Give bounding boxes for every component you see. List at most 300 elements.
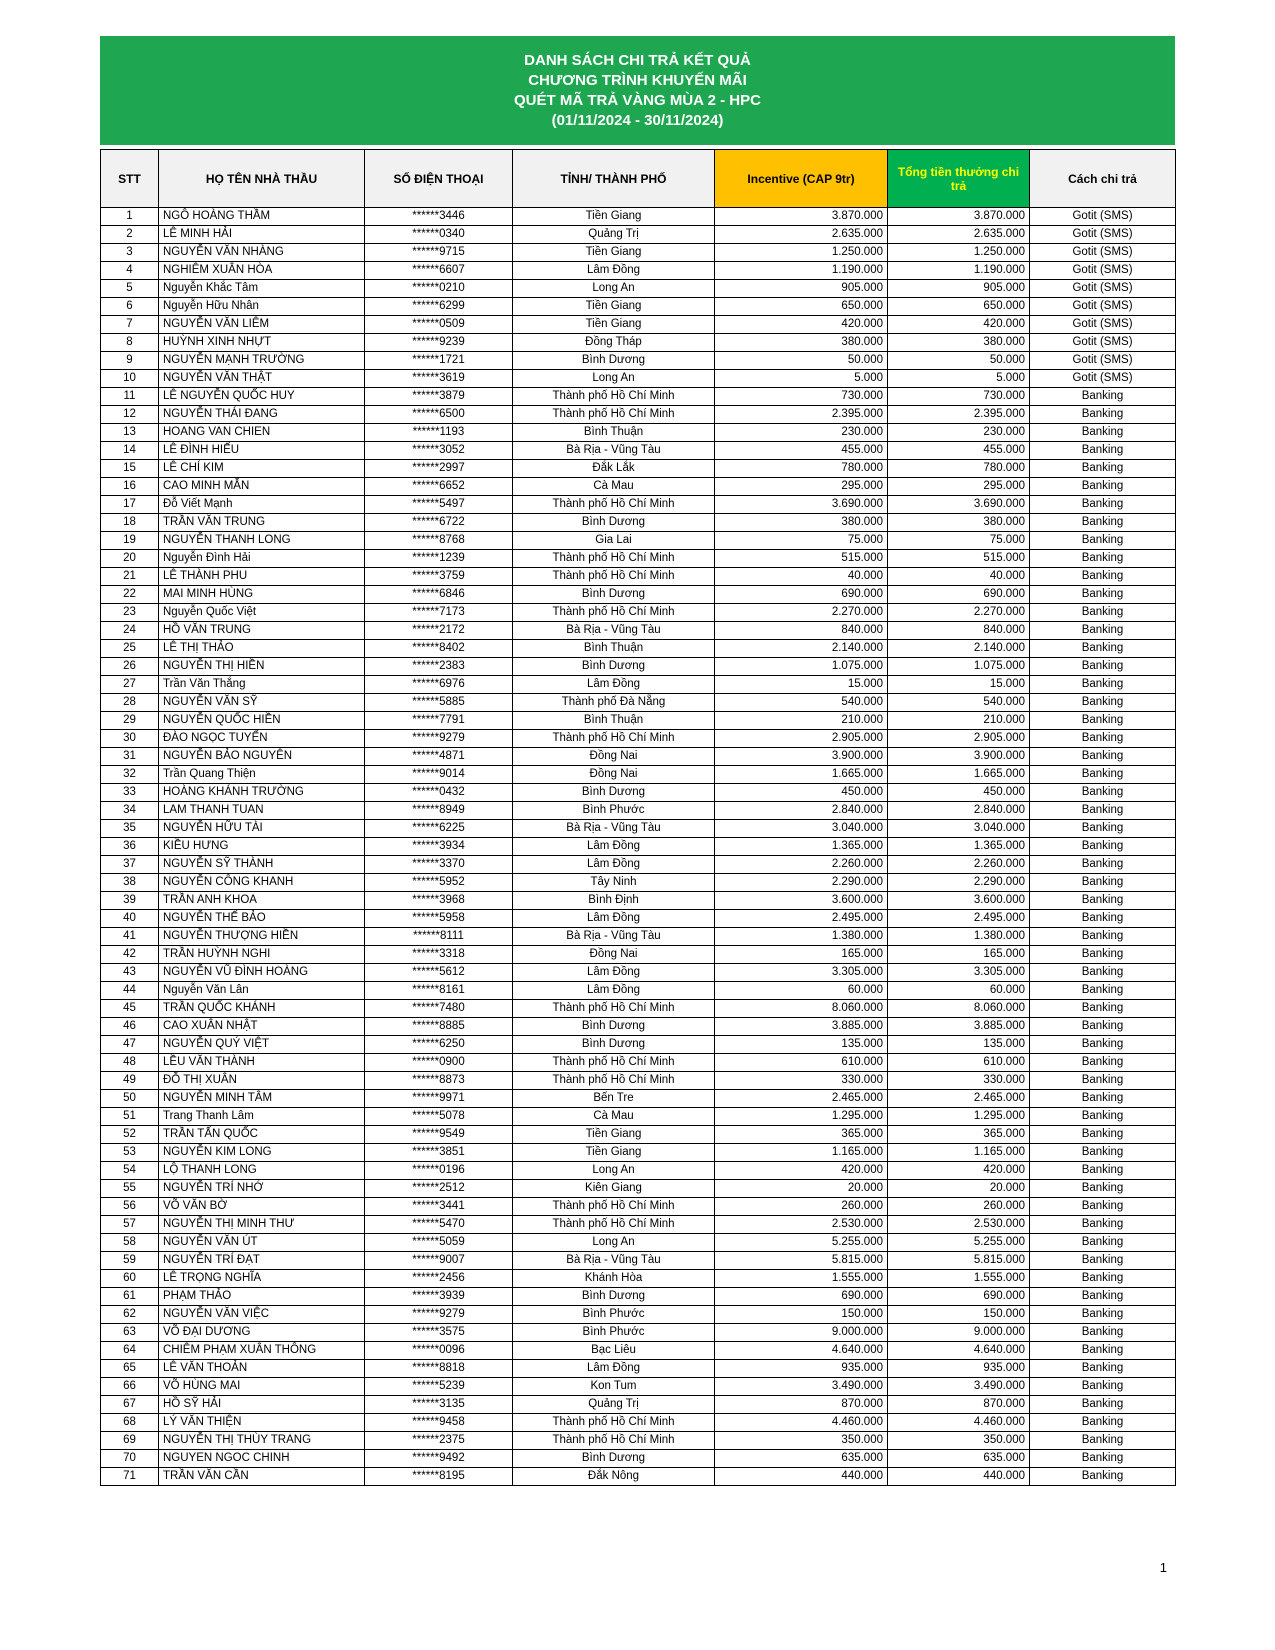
column-header-name: HỌ TÊN NHÀ THẦU — [159, 150, 365, 208]
cell-payment: Banking — [1030, 766, 1176, 784]
cell-total: 4.640.000 — [888, 1342, 1030, 1360]
cell-total: 40.000 — [888, 568, 1030, 586]
cell-phone: ******3968 — [365, 892, 513, 910]
cell-total: 2.270.000 — [888, 604, 1030, 622]
cell-payment: Banking — [1030, 424, 1176, 442]
cell-payment: Gotit (SMS) — [1030, 262, 1176, 280]
cell-name: TRẦN TẤN QUỐC — [159, 1126, 365, 1144]
table-row — [101, 1306, 1176, 1324]
cell-total: 690.000 — [888, 586, 1030, 604]
table-row — [101, 208, 1176, 226]
cell-stt: 70 — [101, 1450, 159, 1468]
cell-province: Bình Dương — [513, 586, 715, 604]
cell-stt: 18 — [101, 514, 159, 532]
table-row — [101, 1108, 1176, 1126]
cell-phone: ******1721 — [365, 352, 513, 370]
cell-payment: Banking — [1030, 1252, 1176, 1270]
cell-phone: ******0210 — [365, 280, 513, 298]
cell-incentive: 135.000 — [715, 1036, 888, 1054]
cell-name: NGUYỄN THỊ HIỀN — [159, 658, 365, 676]
cell-phone: ******2997 — [365, 460, 513, 478]
cell-total: 730.000 — [888, 388, 1030, 406]
cell-total: 420.000 — [888, 316, 1030, 334]
cell-phone: ******9007 — [365, 1252, 513, 1270]
cell-name: HUỲNH XINH NHỰT — [159, 334, 365, 352]
cell-name: LÊ CHÍ KIM — [159, 460, 365, 478]
cell-total: 635.000 — [888, 1450, 1030, 1468]
cell-total: 4.460.000 — [888, 1414, 1030, 1432]
cell-total: 3.885.000 — [888, 1018, 1030, 1036]
cell-incentive: 50.000 — [715, 352, 888, 370]
table-row — [101, 1054, 1176, 1072]
cell-province: Lâm Đồng — [513, 262, 715, 280]
cell-stt: 69 — [101, 1432, 159, 1450]
cell-stt: 66 — [101, 1378, 159, 1396]
cell-name: NGUYỄN SỸ THÀNH — [159, 856, 365, 874]
cell-payment: Banking — [1030, 928, 1176, 946]
cell-payment: Banking — [1030, 1288, 1176, 1306]
cell-total: 870.000 — [888, 1396, 1030, 1414]
cell-phone: ******7173 — [365, 604, 513, 622]
table-row — [101, 640, 1176, 658]
cell-phone: ******6607 — [365, 262, 513, 280]
cell-name: LAM THANH TUAN — [159, 802, 365, 820]
cell-province: Cà Mau — [513, 1108, 715, 1126]
cell-incentive: 1.555.000 — [715, 1270, 888, 1288]
cell-payment: Banking — [1030, 1432, 1176, 1450]
cell-stt: 27 — [101, 676, 159, 694]
cell-incentive: 165.000 — [715, 946, 888, 964]
cell-name: KIỀU HƯNG — [159, 838, 365, 856]
cell-incentive: 2.530.000 — [715, 1216, 888, 1234]
cell-stt: 59 — [101, 1252, 159, 1270]
cell-incentive: 3.040.000 — [715, 820, 888, 838]
cell-province: Lâm Đồng — [513, 964, 715, 982]
cell-incentive: 610.000 — [715, 1054, 888, 1072]
cell-payment: Banking — [1030, 892, 1176, 910]
cell-payment: Banking — [1030, 1216, 1176, 1234]
cell-name: NGUYỄN THẾ BẢO — [159, 910, 365, 928]
cell-phone: ******6500 — [365, 406, 513, 424]
cell-name: VÕ HÙNG MAI — [159, 1378, 365, 1396]
table-row — [101, 496, 1176, 514]
banner-line-3: QUÉT MÃ TRẢ VÀNG MÙA 2 - HPC — [514, 92, 761, 109]
cell-total: 2.465.000 — [888, 1090, 1030, 1108]
cell-payment: Gotit (SMS) — [1030, 208, 1176, 226]
cell-phone: ******3446 — [365, 208, 513, 226]
cell-payment: Banking — [1030, 946, 1176, 964]
cell-total: 350.000 — [888, 1432, 1030, 1450]
table-row — [101, 352, 1176, 370]
cell-payment: Gotit (SMS) — [1030, 298, 1176, 316]
cell-province: Thành phố Hồ Chí Minh — [513, 568, 715, 586]
cell-total: 2.140.000 — [888, 640, 1030, 658]
cell-phone: ******6846 — [365, 586, 513, 604]
table-row — [101, 586, 1176, 604]
cell-phone: ******2172 — [365, 622, 513, 640]
cell-total: 365.000 — [888, 1126, 1030, 1144]
cell-stt: 28 — [101, 694, 159, 712]
cell-payment: Banking — [1030, 604, 1176, 622]
cell-incentive: 420.000 — [715, 316, 888, 334]
cell-phone: ******5497 — [365, 496, 513, 514]
cell-payment: Banking — [1030, 550, 1176, 568]
cell-province: Gia Lai — [513, 532, 715, 550]
cell-incentive: 650.000 — [715, 298, 888, 316]
cell-total: 20.000 — [888, 1180, 1030, 1198]
cell-phone: ******1239 — [365, 550, 513, 568]
cell-incentive: 5.815.000 — [715, 1252, 888, 1270]
cell-name: HOANG VAN CHIEN — [159, 424, 365, 442]
cell-stt: 51 — [101, 1108, 159, 1126]
cell-name: NGUYỄN QUỐC HIỀN — [159, 712, 365, 730]
cell-province: Thành phố Hồ Chí Minh — [513, 730, 715, 748]
cell-payment: Banking — [1030, 658, 1176, 676]
column-header-phone: SỐ ĐIỆN THOẠI — [365, 150, 513, 208]
cell-incentive: 15.000 — [715, 676, 888, 694]
cell-stt: 25 — [101, 640, 159, 658]
cell-stt: 43 — [101, 964, 159, 982]
cell-total: 5.000 — [888, 370, 1030, 388]
cell-name: NGÔ HOÀNG THẦM — [159, 208, 365, 226]
cell-payment: Banking — [1030, 820, 1176, 838]
cell-total: 210.000 — [888, 712, 1030, 730]
table-row — [101, 1324, 1176, 1342]
cell-province: Bình Dương — [513, 1036, 715, 1054]
cell-stt: 71 — [101, 1468, 159, 1486]
cell-province: Lâm Đồng — [513, 676, 715, 694]
cell-stt: 16 — [101, 478, 159, 496]
cell-payment: Banking — [1030, 478, 1176, 496]
cell-name: Nguyễn Đình Hải — [159, 550, 365, 568]
table-row — [101, 226, 1176, 244]
cell-name: NGUYỄN MẠNH TRƯỜNG — [159, 352, 365, 370]
cell-name: VÕ ĐẠI DƯƠNG — [159, 1324, 365, 1342]
cell-payment: Banking — [1030, 748, 1176, 766]
cell-payment: Banking — [1030, 1378, 1176, 1396]
cell-stt: 30 — [101, 730, 159, 748]
cell-stt: 3 — [101, 244, 159, 262]
cell-phone: ******6652 — [365, 478, 513, 496]
cell-name: ĐÀO NGỌC TUYỂN — [159, 730, 365, 748]
cell-stt: 31 — [101, 748, 159, 766]
cell-payment: Banking — [1030, 1306, 1176, 1324]
cell-province: Thành phố Hồ Chí Minh — [513, 406, 715, 424]
cell-stt: 36 — [101, 838, 159, 856]
cell-name: NGUYỄN THỊ THÙY TRANG — [159, 1432, 365, 1450]
cell-total: 455.000 — [888, 442, 1030, 460]
cell-payment: Gotit (SMS) — [1030, 280, 1176, 298]
cell-total: 75.000 — [888, 532, 1030, 550]
cell-phone: ******8768 — [365, 532, 513, 550]
cell-payment: Banking — [1030, 802, 1176, 820]
cell-payment: Banking — [1030, 1054, 1176, 1072]
cell-total: 295.000 — [888, 478, 1030, 496]
cell-total: 1.075.000 — [888, 658, 1030, 676]
cell-phone: ******8949 — [365, 802, 513, 820]
cell-incentive: 635.000 — [715, 1450, 888, 1468]
cell-payment: Banking — [1030, 1342, 1176, 1360]
cell-total: 330.000 — [888, 1072, 1030, 1090]
cell-stt: 61 — [101, 1288, 159, 1306]
cell-phone: ******1193 — [365, 424, 513, 442]
cell-phone: ******5059 — [365, 1234, 513, 1252]
cell-name: NGUYỄN THANH LONG — [159, 532, 365, 550]
cell-name: NGUYỄN KIM LONG — [159, 1144, 365, 1162]
cell-province: Long An — [513, 1162, 715, 1180]
cell-province: Kon Tum — [513, 1378, 715, 1396]
cell-total: 3.870.000 — [888, 208, 1030, 226]
cell-stt: 17 — [101, 496, 159, 514]
cell-incentive: 540.000 — [715, 694, 888, 712]
cell-incentive: 230.000 — [715, 424, 888, 442]
cell-incentive: 2.465.000 — [715, 1090, 888, 1108]
cell-payment: Gotit (SMS) — [1030, 316, 1176, 334]
table-row — [101, 568, 1176, 586]
cell-province: Đắk Lắk — [513, 460, 715, 478]
cell-stt: 2 — [101, 226, 159, 244]
table-row — [101, 1126, 1176, 1144]
table-row — [101, 1216, 1176, 1234]
cell-phone: ******3441 — [365, 1198, 513, 1216]
cell-stt: 29 — [101, 712, 159, 730]
cell-province: Bà Rịa - Vũng Tàu — [513, 622, 715, 640]
cell-name: NGUYỄN VĂN LIÊM — [159, 316, 365, 334]
cell-phone: ******3619 — [365, 370, 513, 388]
table-row — [101, 1144, 1176, 1162]
cell-total: 9.000.000 — [888, 1324, 1030, 1342]
cell-stt: 1 — [101, 208, 159, 226]
cell-province: Lâm Đồng — [513, 856, 715, 874]
table-row — [101, 838, 1176, 856]
column-header-payment: Cách chi trả — [1030, 150, 1176, 208]
cell-total: 450.000 — [888, 784, 1030, 802]
cell-incentive: 380.000 — [715, 514, 888, 532]
table-body — [101, 208, 1176, 1486]
cell-name: Trần Văn Thắng — [159, 676, 365, 694]
cell-name: HOÀNG KHÁNH TRƯỜNG — [159, 784, 365, 802]
cell-province: Bình Dương — [513, 658, 715, 676]
column-header-stt: STT — [101, 150, 159, 208]
cell-incentive: 1.250.000 — [715, 244, 888, 262]
table-row — [101, 874, 1176, 892]
cell-total: 780.000 — [888, 460, 1030, 478]
cell-incentive: 3.690.000 — [715, 496, 888, 514]
cell-payment: Banking — [1030, 1000, 1176, 1018]
cell-phone: ******9279 — [365, 730, 513, 748]
cell-total: 50.000 — [888, 352, 1030, 370]
cell-name: HỒ SỸ HẢI — [159, 1396, 365, 1414]
cell-province: Thành phố Hồ Chí Minh — [513, 1414, 715, 1432]
cell-payment: Banking — [1030, 1090, 1176, 1108]
cell-province: Quảng Trị — [513, 1396, 715, 1414]
cell-payment: Banking — [1030, 586, 1176, 604]
cell-total: 260.000 — [888, 1198, 1030, 1216]
cell-phone: ******5239 — [365, 1378, 513, 1396]
cell-total: 2.530.000 — [888, 1216, 1030, 1234]
cell-name: Nguyễn Văn Lân — [159, 982, 365, 1000]
cell-stt: 67 — [101, 1396, 159, 1414]
cell-stt: 50 — [101, 1090, 159, 1108]
cell-phone: ******2383 — [365, 658, 513, 676]
cell-name: LÊ THỊ THẢO — [159, 640, 365, 658]
cell-incentive: 20.000 — [715, 1180, 888, 1198]
cell-stt: 32 — [101, 766, 159, 784]
cell-total: 5.255.000 — [888, 1234, 1030, 1252]
cell-incentive: 60.000 — [715, 982, 888, 1000]
cell-total: 540.000 — [888, 694, 1030, 712]
table-header — [101, 150, 1176, 208]
cell-name: NGUYỄN VĂN ÚT — [159, 1234, 365, 1252]
cell-incentive: 1.380.000 — [715, 928, 888, 946]
cell-province: Bình Phước — [513, 1324, 715, 1342]
cell-phone: ******2456 — [365, 1270, 513, 1288]
cell-total: 1.555.000 — [888, 1270, 1030, 1288]
cell-name: TRẦN ANH KHOA — [159, 892, 365, 910]
cell-province: Bình Dương — [513, 1450, 715, 1468]
cell-total: 3.490.000 — [888, 1378, 1030, 1396]
cell-stt: 7 — [101, 316, 159, 334]
cell-incentive: 1.165.000 — [715, 1144, 888, 1162]
cell-province: Long An — [513, 280, 715, 298]
table-row — [101, 478, 1176, 496]
table-row — [101, 298, 1176, 316]
cell-stt: 44 — [101, 982, 159, 1000]
cell-payment: Gotit (SMS) — [1030, 244, 1176, 262]
cell-stt: 60 — [101, 1270, 159, 1288]
cell-payment: Banking — [1030, 1126, 1176, 1144]
title-banner — [100, 36, 1175, 145]
cell-incentive: 5.000 — [715, 370, 888, 388]
table-row — [101, 334, 1176, 352]
table-row — [101, 1072, 1176, 1090]
cell-name: LÊ ĐÌNH HIẾU — [159, 442, 365, 460]
table-row — [101, 712, 1176, 730]
cell-province: Đồng Tháp — [513, 334, 715, 352]
cell-incentive: 40.000 — [715, 568, 888, 586]
cell-total: 690.000 — [888, 1288, 1030, 1306]
table-row — [101, 1342, 1176, 1360]
cell-phone: ******2512 — [365, 1180, 513, 1198]
cell-province: Thành phố Hồ Chí Minh — [513, 1000, 715, 1018]
cell-province: Bình Dương — [513, 784, 715, 802]
table-row — [101, 1378, 1176, 1396]
table-row — [101, 892, 1176, 910]
table-row — [101, 982, 1176, 1000]
cell-province: Lâm Đồng — [513, 982, 715, 1000]
cell-total: 1.380.000 — [888, 928, 1030, 946]
table-row — [101, 1414, 1176, 1432]
cell-total: 935.000 — [888, 1360, 1030, 1378]
table-row — [101, 1162, 1176, 1180]
table-row — [101, 1450, 1176, 1468]
table-row — [101, 1360, 1176, 1378]
cell-phone: ******3370 — [365, 856, 513, 874]
cell-incentive: 690.000 — [715, 586, 888, 604]
cell-stt: 19 — [101, 532, 159, 550]
cell-incentive: 420.000 — [715, 1162, 888, 1180]
cell-name: Đỗ Viết Mạnh — [159, 496, 365, 514]
table-row — [101, 244, 1176, 262]
cell-stt: 41 — [101, 928, 159, 946]
cell-province: Bình Định — [513, 892, 715, 910]
cell-name: CHIÊM PHẠM XUÂN THÔNG — [159, 1342, 365, 1360]
cell-stt: 35 — [101, 820, 159, 838]
cell-province: Bà Rịa - Vũng Tàu — [513, 928, 715, 946]
cell-payment: Banking — [1030, 1468, 1176, 1486]
table-row — [101, 1018, 1176, 1036]
cell-province: Kiên Giang — [513, 1180, 715, 1198]
cell-phone: ******0432 — [365, 784, 513, 802]
cell-stt: 47 — [101, 1036, 159, 1054]
cell-stt: 8 — [101, 334, 159, 352]
cell-name: NGUYỄN VĂN VIỆC — [159, 1306, 365, 1324]
cell-stt: 57 — [101, 1216, 159, 1234]
cell-payment: Banking — [1030, 460, 1176, 478]
cell-phone: ******3052 — [365, 442, 513, 460]
table-header-row — [101, 150, 1176, 208]
table-row — [101, 388, 1176, 406]
cell-phone: ******9279 — [365, 1306, 513, 1324]
cell-payment: Banking — [1030, 1396, 1176, 1414]
cell-payment: Banking — [1030, 640, 1176, 658]
cell-total: 440.000 — [888, 1468, 1030, 1486]
cell-stt: 13 — [101, 424, 159, 442]
cell-phone: ******9715 — [365, 244, 513, 262]
cell-total: 2.290.000 — [888, 874, 1030, 892]
cell-name: NGUYỄN THƯỢNG HIỀN — [159, 928, 365, 946]
cell-payment: Banking — [1030, 1360, 1176, 1378]
cell-total: 8.060.000 — [888, 1000, 1030, 1018]
cell-phone: ******8402 — [365, 640, 513, 658]
cell-province: Thành phố Hồ Chí Minh — [513, 1216, 715, 1234]
cell-stt: 62 — [101, 1306, 159, 1324]
cell-province: Long An — [513, 1234, 715, 1252]
cell-name: NGUYỄN VĂN SỸ — [159, 694, 365, 712]
cell-payment: Banking — [1030, 1198, 1176, 1216]
cell-phone: ******8873 — [365, 1072, 513, 1090]
cell-incentive: 2.635.000 — [715, 226, 888, 244]
cell-incentive: 2.290.000 — [715, 874, 888, 892]
cell-total: 135.000 — [888, 1036, 1030, 1054]
cell-payment: Banking — [1030, 784, 1176, 802]
cell-phone: ******0096 — [365, 1342, 513, 1360]
cell-province: Long An — [513, 370, 715, 388]
cell-phone: ******3759 — [365, 568, 513, 586]
cell-province: Tiền Giang — [513, 298, 715, 316]
cell-payment: Banking — [1030, 1450, 1176, 1468]
table-row — [101, 802, 1176, 820]
cell-total: 2.905.000 — [888, 730, 1030, 748]
cell-province: Tiền Giang — [513, 1144, 715, 1162]
cell-payment: Banking — [1030, 1072, 1176, 1090]
cell-payment: Banking — [1030, 1270, 1176, 1288]
cell-payment: Banking — [1030, 1234, 1176, 1252]
cell-name: Trần Quang Thiện — [159, 766, 365, 784]
cell-payment: Banking — [1030, 1180, 1176, 1198]
cell-incentive: 455.000 — [715, 442, 888, 460]
cell-total: 2.840.000 — [888, 802, 1030, 820]
cell-name: NGUYỄN TRÍ NHỚ — [159, 1180, 365, 1198]
cell-name: Nguyễn Hữu Nhân — [159, 298, 365, 316]
cell-phone: ******9458 — [365, 1414, 513, 1432]
cell-phone: ******3879 — [365, 388, 513, 406]
cell-province: Khánh Hòa — [513, 1270, 715, 1288]
cell-payment: Banking — [1030, 874, 1176, 892]
cell-payment: Gotit (SMS) — [1030, 226, 1176, 244]
cell-total: 2.635.000 — [888, 226, 1030, 244]
cell-phone: ******2375 — [365, 1432, 513, 1450]
